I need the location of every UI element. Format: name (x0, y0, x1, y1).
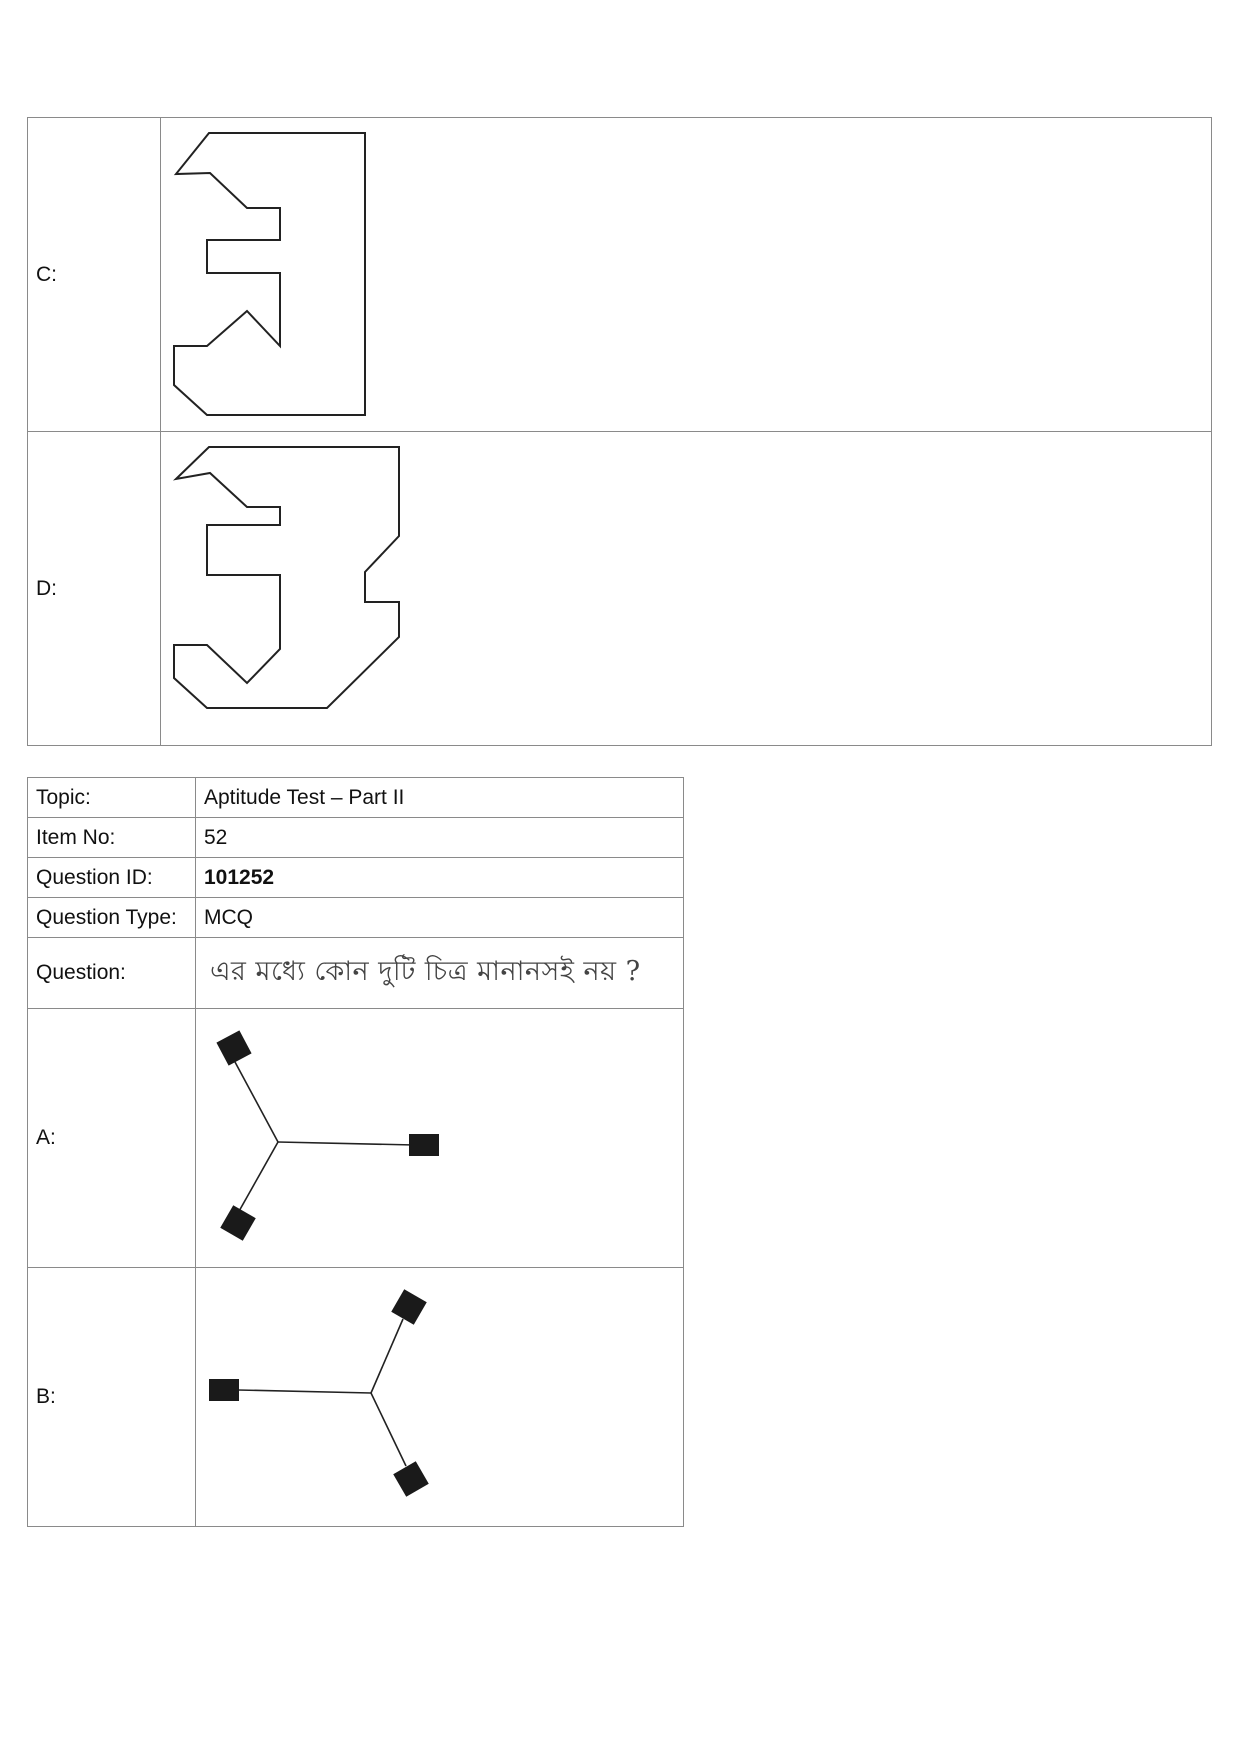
question-text: এর মধ্যে কোন দুটি চিত্র মানানসই নয় ? (210, 955, 641, 987)
question-id-label: Question ID: (28, 858, 196, 898)
question-type-row (28, 898, 684, 938)
three-arm-figure-b (196, 1269, 676, 1525)
block-upper-right (391, 1289, 427, 1325)
item-value: 52 (196, 818, 684, 858)
item-label: Item No: (28, 818, 196, 858)
topic-label: Topic: (28, 778, 196, 818)
block-right (409, 1134, 439, 1156)
topic-row (28, 778, 684, 818)
arm-lower-right (371, 1393, 406, 1466)
arm-left (238, 1390, 371, 1393)
block-lower-left (220, 1205, 256, 1241)
question-id-row (28, 858, 684, 898)
arm-right (278, 1142, 415, 1145)
option-row-d (28, 432, 1212, 746)
outline-shape-c (174, 133, 365, 415)
arm-upper-left (235, 1062, 278, 1142)
outline-shape-d (174, 447, 399, 708)
block-left (209, 1379, 239, 1401)
option-row-a (28, 1009, 684, 1268)
option-figure-cell-d (161, 432, 1212, 746)
option-row-c (28, 118, 1212, 432)
option-label-d: D: (28, 432, 161, 746)
question-id-value: 101252 (196, 858, 684, 898)
arm-upper-right (371, 1319, 403, 1393)
topic-value: Aptitude Test – Part II (196, 778, 684, 818)
block-lower-right (393, 1461, 429, 1497)
options-table-top (27, 117, 1212, 746)
outline-shape-c-figure (161, 119, 1221, 431)
question-cell (196, 938, 684, 1009)
question-type-value: MCQ (196, 898, 684, 938)
outline-shape-d-figure (161, 433, 1221, 745)
question-label: Question: (28, 938, 196, 1009)
option-row-b (28, 1268, 684, 1527)
arm-lower-left (238, 1142, 278, 1213)
question-row (28, 938, 684, 1009)
question-type-label: Question Type: (28, 898, 196, 938)
option-figure-cell-c (161, 118, 1212, 432)
question-table (27, 777, 684, 1527)
option-label-a: A: (28, 1009, 196, 1268)
option-label-c: C: (28, 118, 161, 432)
block-upper-left (216, 1030, 251, 1065)
option-label-b: B: (28, 1268, 196, 1527)
option-figure-cell-b (196, 1268, 684, 1527)
item-row (28, 818, 684, 858)
option-figure-cell-a (196, 1009, 684, 1268)
three-arm-figure-a (196, 1010, 676, 1266)
